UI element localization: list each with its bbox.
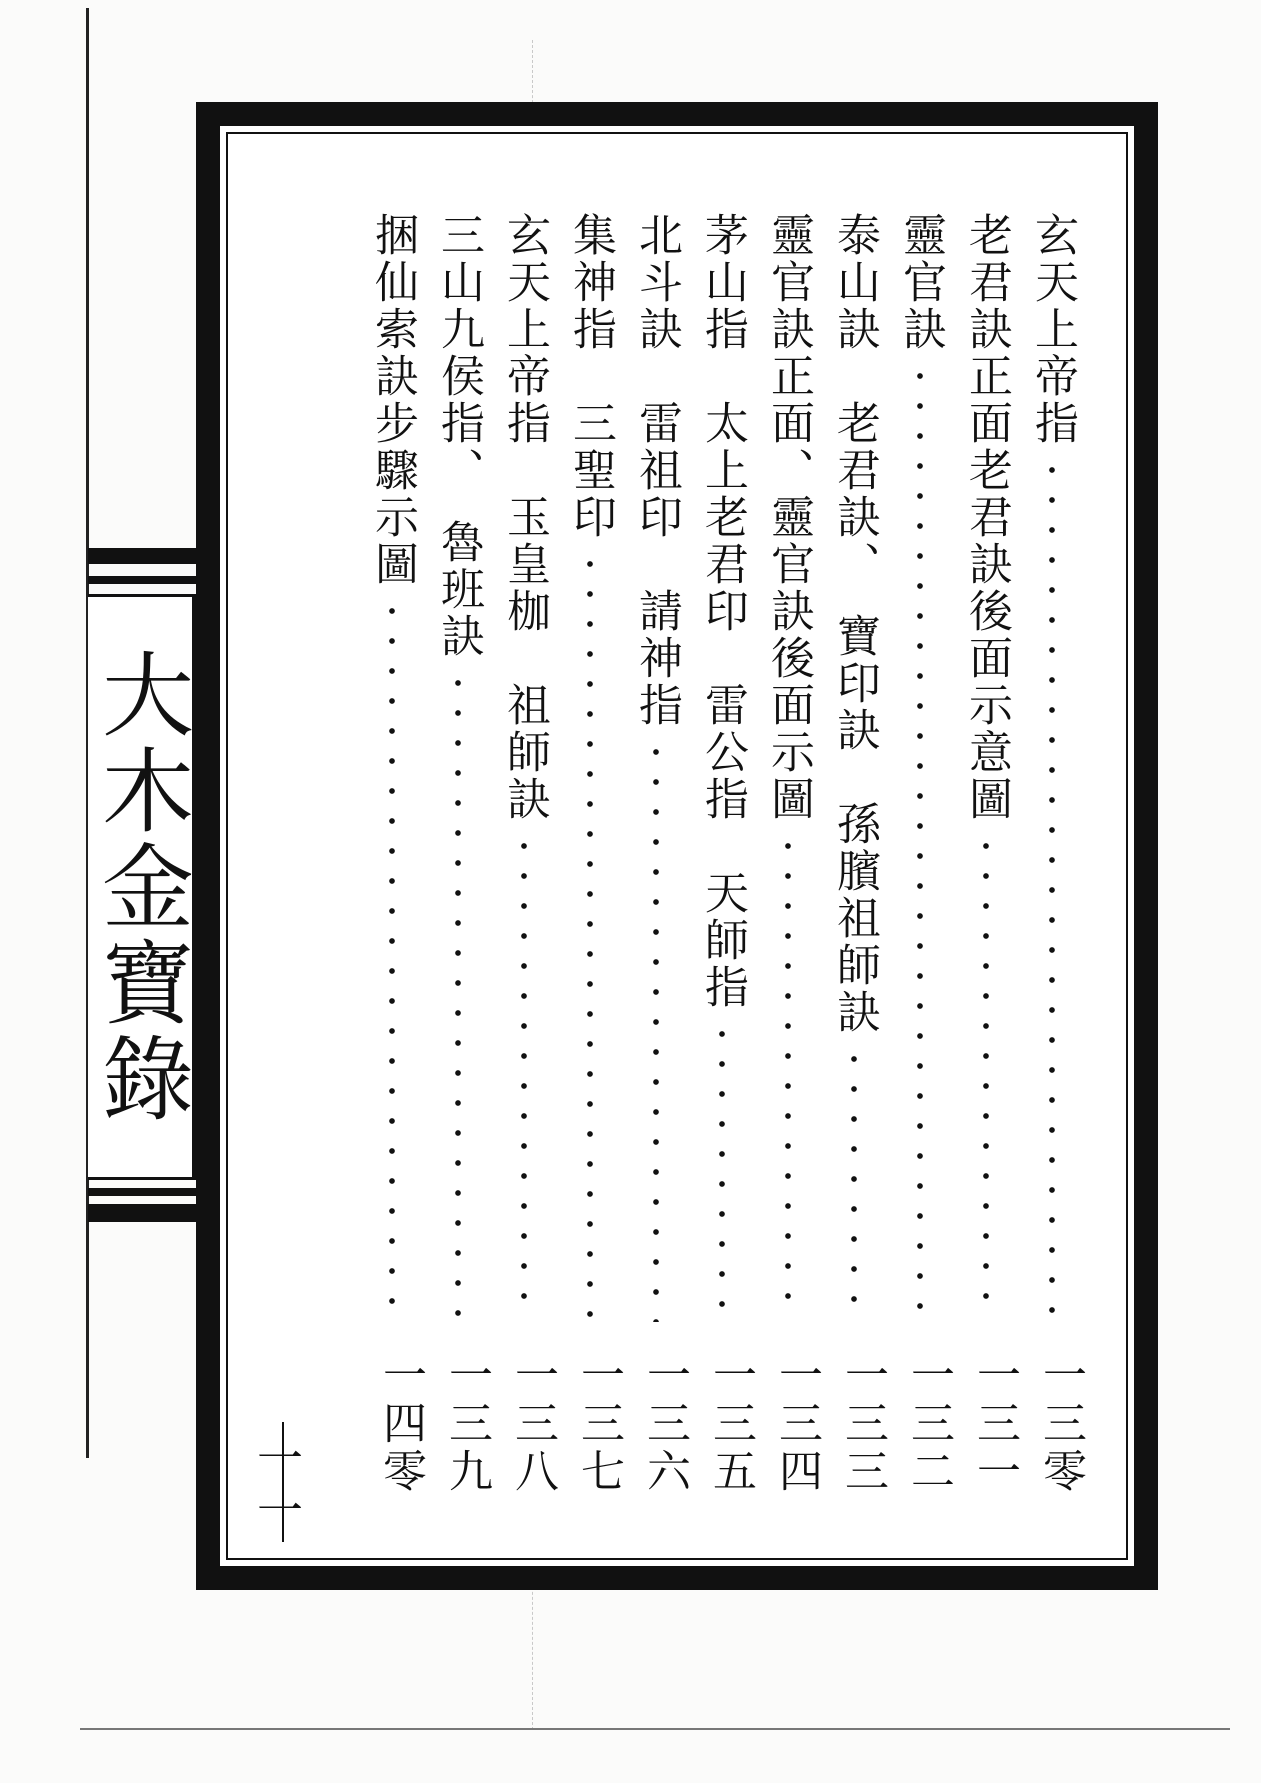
dot-leader: [1048, 455, 1056, 1322]
dot-leader: [586, 549, 594, 1322]
toc-entry-title: 靈官訣正面、靈官訣後面示圖: [763, 212, 814, 823]
side-bar-bottom-thin: [88, 1188, 196, 1196]
toc-entry: [362, 212, 426, 1512]
dot-leader: [454, 668, 462, 1322]
toc-page-number: 一三二: [903, 1352, 954, 1496]
side-bar-top-thick: [88, 548, 196, 564]
toc-page-number: 一四零: [375, 1352, 426, 1496]
toc-page-number: 一三五: [705, 1352, 756, 1496]
toc-entry-body: [428, 212, 488, 1322]
bottom-rule: [80, 1728, 1230, 1730]
toc-entry-body: [824, 212, 884, 1322]
toc-entry-body: [956, 212, 1016, 1322]
toc-entry: [758, 212, 822, 1512]
toc-entry: [428, 212, 492, 1512]
dot-leader: [388, 596, 396, 1322]
dot-leader: [652, 737, 660, 1322]
toc-entry-body: [758, 212, 818, 1322]
dot-leader: [784, 831, 792, 1322]
toc-page-number: 一三三: [837, 1352, 888, 1496]
toc-page-number: 一三九: [441, 1352, 492, 1496]
toc-entry: [692, 212, 756, 1512]
dot-leader: [916, 361, 924, 1322]
toc-entry-title: 集神指 三聖印: [565, 212, 616, 541]
toc-entry-title: 靈官訣: [895, 212, 946, 353]
toc-page-number: 一三零: [1035, 1352, 1086, 1496]
toc-page-number: 一三八: [507, 1352, 558, 1496]
toc-entry-body: [362, 212, 422, 1322]
toc-entry: [626, 212, 690, 1512]
toc-entry-title: 捆仙索訣步驟示圖: [367, 212, 418, 588]
toc-entry-body: [890, 212, 950, 1322]
side-bar-top-thin: [88, 576, 196, 584]
toc-entry: [560, 212, 624, 1512]
folio-number: 一一: [250, 1434, 304, 1538]
toc-entry-body: [692, 212, 752, 1322]
toc-entry-title: 玄天上帝指: [1027, 212, 1078, 447]
toc-page-number: 一三一: [969, 1352, 1020, 1496]
toc-entry: [1022, 212, 1086, 1512]
toc-entry-title: 三山九侯指、 魯班訣: [433, 212, 484, 660]
dot-leader: [520, 831, 528, 1322]
toc-entry-body: [560, 212, 620, 1322]
toc-entry: [956, 212, 1020, 1512]
side-title: 大木金寶錄: [87, 647, 194, 1127]
toc-page-number: 一三六: [639, 1352, 690, 1496]
toc-entry-title: 茅山指 太上老君印 雷公指 天師指: [697, 212, 748, 1011]
side-bar-bottom-thick: [88, 1204, 196, 1222]
side-title-box: [88, 594, 196, 1180]
toc-entry-title: 玄天上帝指 玉皇枷 祖師訣: [499, 212, 550, 823]
toc-page-number: 一三四: [771, 1352, 822, 1496]
toc-entry: [824, 212, 888, 1512]
toc-entry: [890, 212, 954, 1512]
toc-entry-body: [626, 212, 686, 1322]
toc-entry-body: [494, 212, 554, 1322]
toc-entry-body: [1022, 212, 1082, 1322]
toc-entry: [494, 212, 558, 1512]
dot-leader: [850, 1044, 858, 1322]
toc-entry-title: 泰山訣 老君訣、 寶印訣 孫臏祖師訣: [829, 212, 880, 1036]
dot-leader: [718, 1019, 726, 1322]
toc-entry-title: 北斗訣 雷祖印 請神指: [631, 212, 682, 729]
dot-leader: [982, 831, 990, 1322]
toc-entry-title: 老君訣正面老君訣後面示意圖: [961, 212, 1012, 823]
toc-page-number: 一三七: [573, 1352, 624, 1496]
